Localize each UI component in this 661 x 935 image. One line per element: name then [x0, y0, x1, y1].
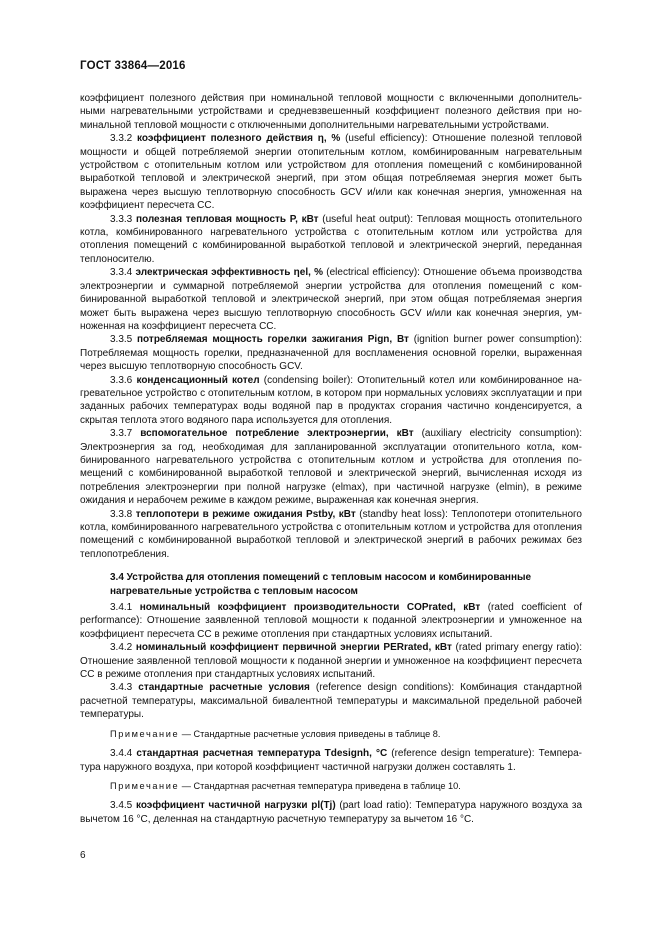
- clause-3-3-7: 3.3.7 вспомогательное потребление электроэнергии, кВт (auxiliary electricity consumption): Электроэнергия за год, необходимая для запланированной эксплуатации отопительного котла, комбинированного нагревательного устройства с отопительным котлом и устройства для отопления помещений с комбинированной выработкой тепловой и электрической энергий, вычисленная исходя из потребления электроэнергии при полной нагрузке (elmax), при частичной нагрузке (elmin), в режиме ожидания и нерабочем режиме в каждом режиме, выраженная как конечная энергия.: [80, 428, 583, 507]
- section-3-4-heading: 3.4 Устройства для отопления помещений с тепловым насосом и комбинированные нагревательные устройства с тепловым насосом: [110, 572, 532, 597]
- clause-3-3-6: 3.3.6 конденсационный котел (condensing boiler): Отопительный котел или комбинированное нагревательное устройство с отопительным котлом, в котором при нормальных условиях эксплуатации и при заданных рабочих температурах воды водяной пар в продуктах сгорания частично конденсируется, а скрытая теплота этого водяного пара используется для отопления.: [80, 374, 582, 426]
- page-number: 6: [80, 850, 86, 861]
- note-label: Примечание: [110, 780, 180, 791]
- term: конденсационный котел: [136, 374, 260, 386]
- term: стандартная расчетная температура Tdesignh, °С: [136, 748, 388, 760]
- term: номинальный коэффициент первичной энергии PERrated, кВт: [135, 642, 452, 654]
- term: стандартные расчетные условия: [138, 682, 310, 694]
- term: коэффициент частичной нагрузки pl(Tj): [135, 800, 336, 812]
- note-2: Примечание — Стандартная расчетная температура приведена в таблице 10.: [110, 780, 461, 791]
- term: полезная тепловая мощность P, кВт: [135, 213, 319, 225]
- document-body: [80, 92, 582, 826]
- term: потребляемая мощность горелки зажигания Pign, Вт: [137, 334, 409, 346]
- note-label: Примечание: [110, 728, 180, 739]
- term: электрическая эффективность ηel, %: [135, 267, 324, 279]
- term: номинальный коэффициент производительности COPrated, кВт: [139, 602, 481, 614]
- intro-paragraph: коэффициент полезного действия при номинальной тепловой мощности с включенными дополнительными нагревательными устройствами и средневзвешенный коэффициент полезного действия при номинальной тепловой мощности с отключенными дополнительными нагревательными устройствами.: [80, 93, 582, 131]
- clause-3-4-2: 3.4.2 номинальный коэффициент первичной энергии PERrated, кВт (rated primary energy ratio): Отношение заявленной тепловой мощности к поданной энергии и умноженное на коэффициент пересчета CC в режиме отопления при стандартных условиях испытаний.: [80, 642, 582, 681]
- clause-3-4-4: 3.4.4 стандартная расчетная температура Tdesignh, °С (reference design temperature): Температура наружного воздуха, при которой коэффициент частичной нагрузки должен составлять 1.: [80, 748, 583, 773]
- clause-3-4-5: 3.4.5 коэффициент частичной нагрузки pl(Tj) (part load ratio): Температура наружного воздуха за вычетом 16 °С, деленная на стандартную расчетную температуру за вычетом 16 °С.: [80, 800, 583, 825]
- clause-3-3-5: 3.3.5 потребляемая мощность горелки зажигания Pign, Вт (ignition burner power consumption): Потребляемая мощность горелки, предназначенной для воспламенения основной горелки, выраженная через высшую теплотворную способность GCV.: [80, 334, 582, 373]
- document-header: ГОСТ 33864—2016: [80, 60, 186, 72]
- note-1: Примечание — Стандартные расчетные условия приведены в таблице 8.: [110, 728, 441, 739]
- clause-3-3-3: 3.3.3 полезная тепловая мощность P, кВт (useful heat output): Тепловая мощность отопительного котла, комбинированного нагревательного устройства с отопительным котлом или устройства для отопления помещений с комбинированной выработкой тепловой и электрической энергий, переданная теплоносителю.: [80, 213, 583, 265]
- clause-3-4-1: 3.4.1 номинальный коэффициент производительности COPrated, кВт (rated coefficient of performance): Отношение заявленной тепловой мощности к поданной электроэнергии и умноженное на коэффициент пересчета CC в режиме отопления при стандартных условиях испытаний.: [80, 602, 582, 640]
- clause-3-4-3: 3.4.3 стандартные расчетные условия (reference design conditions): Комбинация стандартной расчетной температуры, максимальной бивалентной температуры и максимальной предельной рабочей температуры.: [80, 682, 583, 721]
- clause-3-3-4: 3.3.4 электрическая эффективность ηel, % (electrical efficiency): Отношение объема производства электроэнергии и суммарной потребляемой энергии устройства для отопления помещений с комбинированной выработкой тепловой и электрической энергий, при этом общая потребляемая энергия может быть выражена через высшую теплотворную способность GCV и/или как конечная энергия, умноженная на коэффициент пересчета CC.: [80, 267, 583, 332]
- term: коэффициент полезного действия η, %: [137, 133, 341, 145]
- clause-3-3-8: 3.3.8 теплопотери в режиме ожидания Pstby, кВт (standby heat loss): Теплопотери отопительного котла, комбинированного нагревательного устройства с отопительным котлом и устройства для отопления помещений с комбинированной выработкой тепловой и электрической энергий в рабочих режимах без теплопотребления.: [80, 508, 582, 560]
- term: вспомогательное потребление электроэнергии, кВт: [140, 428, 414, 440]
- clause-3-3-2: 3.3.2 коэффициент полезного действия η, % (useful efficiency): Отношение полезной тепловой мощности и общей потребляемой энергии отопительным котлом, комбинированным нагревательным устройством с отопительным котлом или устройством для отопления помещений с комбинированной выработкой тепловой и электрической энергий, при этом общая потребляемая энергия может быть выражена через высшую теплотворную способность GCV и/или как конечная энергия, умноженная на коэффициент пересчета CC.: [80, 133, 582, 212]
- term: теплопотери в режиме ожидания Pstby, кВт: [135, 508, 356, 520]
